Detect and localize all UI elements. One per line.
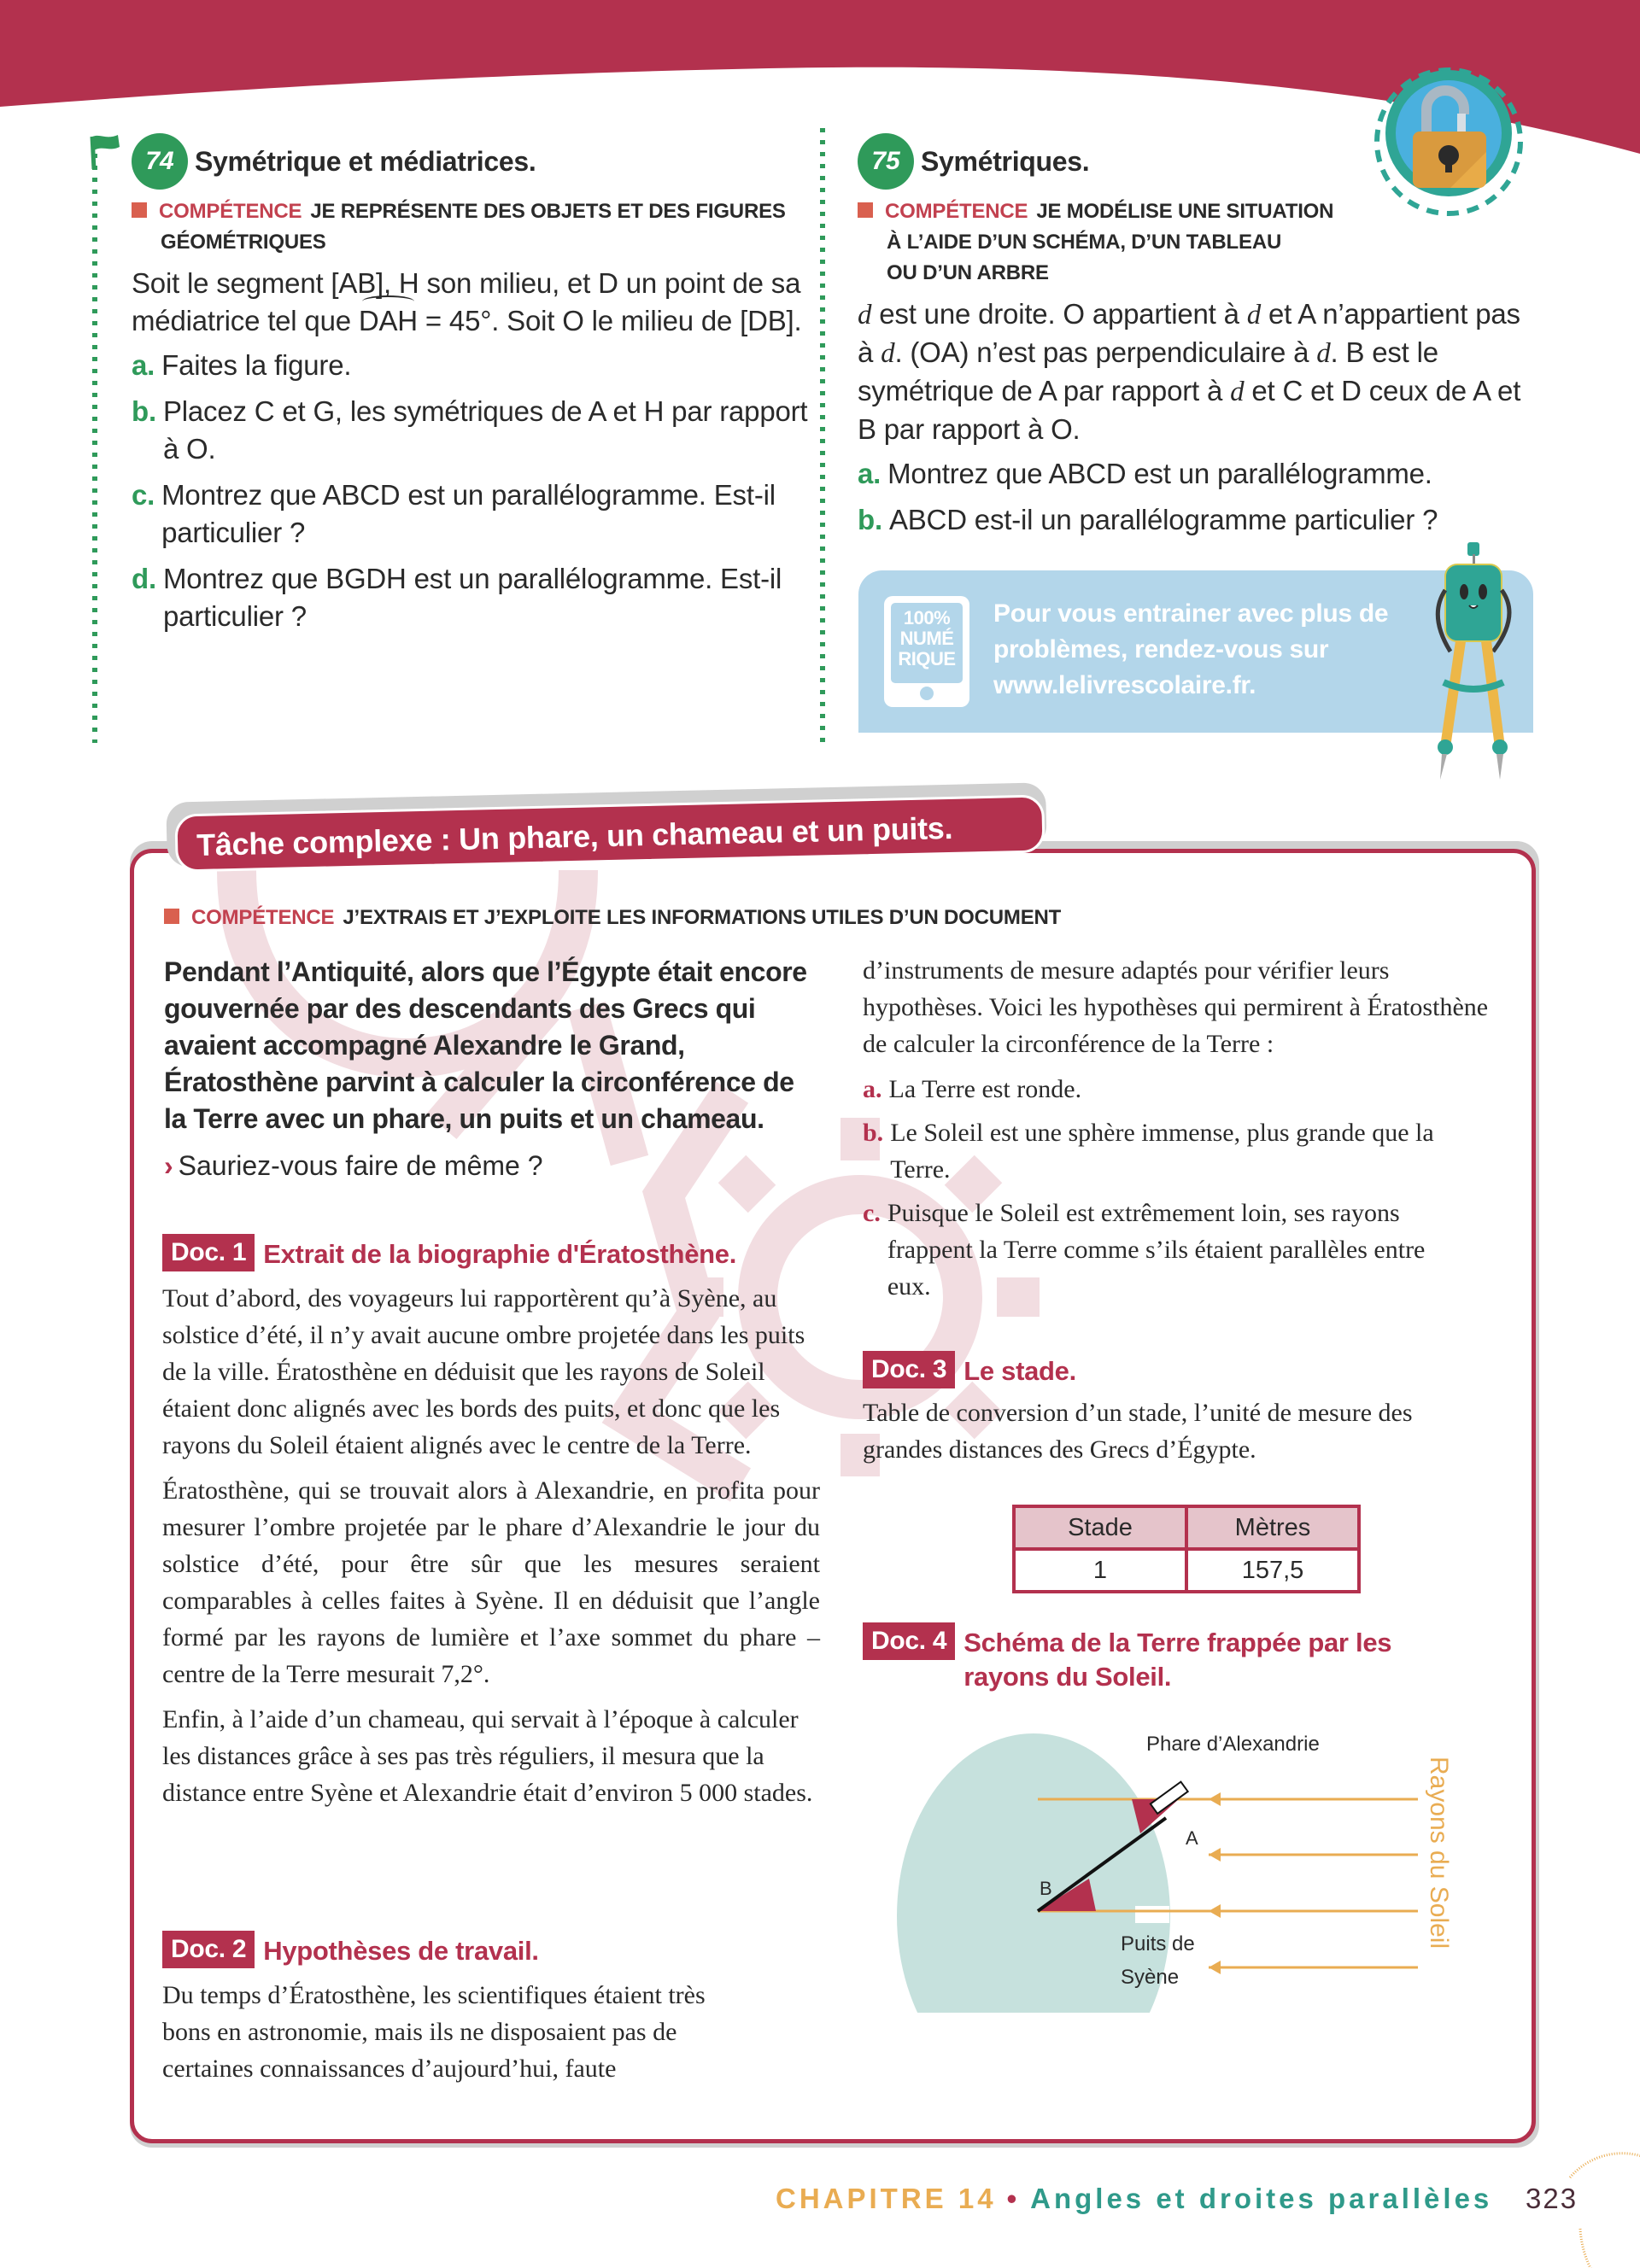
complex-task-title: Tâche complexe : Un phare, un chameau et un puits. [174,794,1045,872]
svg-text:Syène: Syène [1121,1966,1180,1989]
column-divider [820,128,825,743]
competence-line: COMPÉTENCE JE MODÉLISE UNE SITUATION À L’AIDE D’UN SCHÉMA, D’UN TABLEAU OU D’UN ARBRE [858,196,1370,289]
competence-square-icon [132,202,147,218]
compass-mascot-icon [1426,542,1520,781]
conversion-table [1012,1505,1361,1593]
doc-tag: Doc. 4 [863,1622,955,1660]
task-introduction: Pendant l’Antiquité, alors que l’Égypte était encore gouvernée par des descendants des Grecs qui avaient accompagné Alexandre le Grand, Ératosthène parvint à calculer la circonférence de la Terre avec un phare, un puits et un chameau. [164,956,807,1134]
exercise-74 [85,128,820,743]
table-header: Stade [1014,1506,1186,1549]
chevron-right-icon: › [164,1150,173,1181]
angle-notation: DAH [359,302,418,340]
table-row: 1 157,5 [1014,1549,1359,1592]
question-item: b. ABCD est-il un parallélogramme particulier ? [858,504,1438,535]
hypothesis-item: c. Puisque le Soleil est extrêmement loin, ses rayons frappent la Terre comme s’ils étaient parallèles entre eux. [863,1199,1426,1301]
exercise-statement: d est une droite. O appartient à d et A n’appartient pas à d. (OA) n’est pas perpendiculaire à d. B est le symétrique de A par rapport à d et C et D ceux de A et B par rapport à O. [858,298,1521,445]
doc1-header [162,1234,846,1271]
svg-text:Phare d’Alexandrie: Phare d’Alexandrie [1146,1733,1320,1756]
table-header: Mètres [1186,1506,1359,1549]
doc-tag: Doc. 1 [162,1234,255,1271]
doc-tag: Doc. 3 [863,1351,955,1388]
competence-square-icon [858,202,873,218]
doc3-text: Table de conversion d’un stade, l’unité de mesure des grandes distances des Grecs d’Égypte. [863,1399,1413,1464]
earth-sun-rays-diagram [893,1714,1491,2013]
exercise-statement: Soit le segment [AB], H son milieu, et D un point de sa médiatrice tel que DAH = 45°. Soit O le milieu de [DB]. [132,265,815,340]
question-item: a. Faites la figure. [132,349,352,381]
doc3-header [863,1351,1495,1388]
exercise-body [858,295,1532,547]
hypothesis-item: b. Le Soleil est une sphère immense, plus grande que la Terre. [863,1119,1434,1184]
competence-label: COMPÉTENCE [885,200,1028,223]
svg-text:Rayons du Soleil: Rayons du Soleil [1425,1757,1453,1949]
bullet-separator: • [1006,2183,1021,2214]
doc-title: Schéma de la Terre frappée par les rayons du Soleil. [964,1628,1392,1692]
doc-title: Hypothèses de travail. [263,1936,539,1966]
exercise-title: Symétriques. [921,145,1090,177]
exercise-number-badge: 75 [858,133,914,190]
column-divider [92,154,97,743]
exercise-header [132,133,536,190]
doc2-text-start: Du temps d’Ératosthène, les scientifiques étaient très bons en astronomie, mais ils ne disposaient pas de certaines connaissances d’aujourd’hui, faute [162,1981,706,2083]
digital-resources-link[interactable]: Pour vous entrainer avec plus de problèmes, rendez-vous sur www.lelivrescolaire.fr. [993,599,1389,699]
competence-line: COMPÉTENCE J’EXTRAIS ET J’EXPLOITE LES INFORMATIONS UTILES D’UN DOCUMENT [164,903,1061,933]
decorative-arc-icon [1563,2143,1640,2268]
competence-label: COMPÉTENCE [159,200,302,223]
question-item: d. Montrez que BGDH est un parallélogramme. Est-il particulier ? [132,563,782,632]
doc1-text: Tout d’abord, des voyageurs lui rapportèrent qu’à Syène, au solstice d’été, il n’y avait aucune ombre projetée dans les puits de la ville. Ératosthène en déduisit que les rayons de Soleil étaient donc alignés avec les bords des puits, et donc que les rayons du Soleil étaient alignés avec le centre de la Terre. Ératosthène, qui se trouvait alors à Alexandrie, en profita pour mesurer l’ombre projetée par le phare d’Alexandrie le jour du solstice d’été, pour être sûr que les mesures seraient comparables à celles faites à Syène. Il en déduisit que l’angle formé par les rayons de lumière et l’axe sommet du phare – centre de la Terre mesurait 7,2°. Enfin, à l’aide d’un chameau, qui servait à l’époque à calculer les distances grâce à ses pas très réguliers, il mesura que la distance entre Syène et Alexandrie était d’environ 5 000 stades. [162,1284,820,1807]
chapter-footer [776,2183,1492,2215]
doc-title: Le stade. [964,1356,1076,1386]
doc2-header [162,1931,846,1968]
chapter-title: Angles et droites parallèles [1030,2183,1493,2214]
svg-text:B: B [1040,1878,1052,1899]
question-item: a. Montrez que ABCD est un parallélogramme. [858,458,1432,489]
svg-text:A: A [1186,1827,1198,1849]
exercise-title: Symétrique et médiatrices. [195,145,536,177]
exercise-header [858,133,1089,190]
doc4-header [863,1622,1495,1694]
exercise-body [132,265,815,644]
question-item: b. Placez C et G, les symétriques de A et H par rapport à O. [132,395,808,465]
exercise-number-badge: 74 [132,133,188,190]
competence-label: COMPÉTENCE [191,906,335,929]
task-question: › Sauriez-vous faire de même ? [164,1150,543,1181]
svg-text:Puits de: Puits de [1121,1932,1195,1955]
complex-task-box [130,849,1536,2143]
question-item: c. Montrez que ABCD est un parallélogramme. Est-il particulier ? [132,479,776,548]
chapter-label: CHAPITRE 14 [776,2183,997,2214]
doc-title: Extrait de la biographie d'Ératosthène. [263,1239,737,1269]
competence-square-icon [164,909,179,924]
flag-icon [89,132,123,171]
doc2-text-continued: d’instruments de mesure adaptés pour vérifier leurs hypothèses. Voici les hypothèses qui permirent à Ératosthène de calculer la circonférence de la Terre : a. La Terre est ronde. b. Le Soleil est une sphère immense, plus grande que la Terre. c. Puisque le Soleil est extrêmement loin, ses rayons frappent la Terre comme s’ils étaient parallèles entre eux. [863,952,1495,1312]
page-number: 323 [1526,2183,1578,2214]
tablet-icon: 100% NUMÉ RIQUE [884,596,969,707]
hypothesis-item: a. La Terre est ronde. [863,1075,1082,1103]
competence-line: COMPÉTENCE JE REPRÉSENTE DES OBJETS ET DES FIGURES GÉOMÉTRIQUES [132,196,815,258]
doc-tag: Doc. 2 [162,1931,255,1968]
